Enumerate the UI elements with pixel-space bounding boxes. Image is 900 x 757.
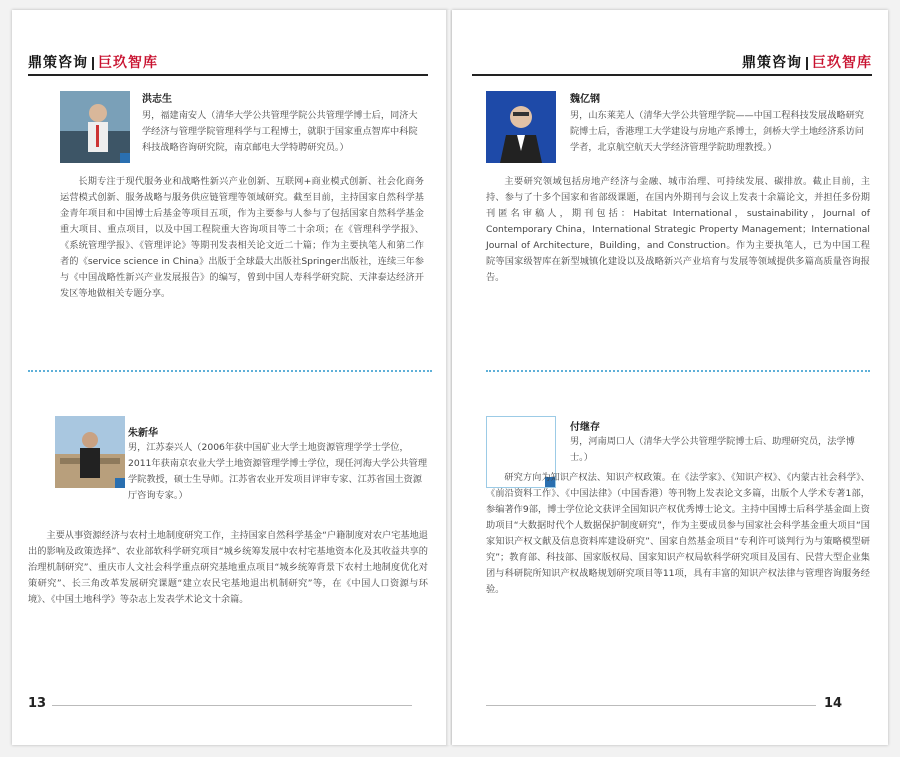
page-number: 13 — [28, 696, 47, 711]
logo — [28, 52, 158, 72]
logo — [742, 52, 872, 72]
profile-bio: 男，河南周口人（清华大学公共管理学院博士后、助理研究员，法学博士。） — [570, 436, 855, 463]
logo-right-text: 巨玖智库 — [98, 55, 158, 71]
profile-body: 主要研究领域包括房地产经济与金融、城市治理、可持续发展、碳排放。截止目前，主持、参与了十多个国家和省部级课题，在国内外期刊与会议上发表十余篇论文，并担任多份期刊匿名审稿人，期刊包括：Habitat International，sustainability，Journal of Contemporary China，International Strategic Property Management；International Journal of Architecture，Building，and Construction。作为主要执笔人，已为中国工程院等国家级智库在新型城镇化建设以及战略新兴产业培育与发展等领域提供多篇高质量咨询报告。 — [486, 176, 870, 283]
photo-badge-icon — [120, 153, 130, 163]
section-divider — [486, 370, 870, 372]
right-page — [452, 10, 888, 745]
profile-name: 朱新华 — [128, 428, 158, 439]
page-number: 14 — [824, 696, 843, 711]
profile-name: 魏亿钢 — [570, 94, 600, 105]
profile-photo — [486, 91, 556, 163]
profile-bio: 男，山东莱芜人（清华大学公共管理学院——中国工程科技发展战略研究院博士后，香港理工大学建设与房地产系博士，剑桥大学土地经济系访问学者，北京航空航天大学经济管理学院助理教授。） — [570, 110, 864, 153]
profile-name: 付继存 — [570, 422, 600, 433]
profile-body: 研究方向为知识产权法、知识产权政策。在《法学家》、《知识产权》、《内蒙古社会科学》、《前沿资料工作》、《中国法律》（中国香港）等刊物上发表论文多篇，出版个人学术专著1部，参编著作9部，博士学位论文获评全国知识产权优秀博士论文。主持中国博士后科学基金面上资助项目“大数据时代个人数据保护制度研究”，作为主要成员参与国家社会科学基金重大项目“国家知识产权文献及信息资料库建设研究”、国家自然基金项目“专利许可谈判行为与策略模型研究”；教育部、科技部、国家版权局、国家知识产权局软科学研究项目及国有、民营大型企业集团与科研院所知识产权战略规划研究项目等11项，具有丰富的知识产权法律与管理咨询服务经验。 — [486, 472, 870, 595]
photo-badge-icon — [115, 478, 125, 488]
profile-body: 长期专注于现代服务业和战略性新兴产业创新、互联网+商业模式创新、社会化商务运营模式创新、服务战略与服务供应链管理等领域研究。截至目前，主持国家自然科学基金青年项目和中国博士后基金等项目五项，作为主要参与人参与了包括国家自然科学基金重大项目、重点项目，以及中国工程院重大咨询项目等二十余项；在《管理科学学报》、《系统管理学报》、《管理评论》等期刊发表相关论文近二十篇；作为主要执笔人和第二作者的《service science in China》出版于全球最大出版社Springer出版社，连续三年参与《中国战略性新兴产业发展报告》的编写，曾到中国人寿科学研究院、天津泰达经济开发区等地做相关专题分享。 — [60, 176, 424, 299]
profile-name: 洪志生 — [142, 94, 172, 105]
left-page — [12, 10, 448, 745]
profile-photo — [55, 416, 125, 488]
header — [28, 54, 428, 76]
profile-body: 主要从事资源经济与农村土地制度研究工作，主持国家自然科学基金“户籍制度对农户宅基地退出的影响及政策选择”、农业部软科学研究项目“城乡统筹发展中农村宅基地资本化及其收益共享的治理机制研究”、重庆市人文社会科学重点研究基地重点项目“城乡统筹背景下农村土地制度优化对策研究”、长三角改革发展研究课题“建立农民宅基地退出机制研究”等，在《中国人口资源与环境》、《中国土地科学》等杂志上发表学术论文十余篇。 — [28, 530, 428, 605]
logo-right-text: 巨玖智库 — [812, 55, 872, 71]
profile-bio: 男，福建南安人（清华大学公共管理学院公共管理学博士后，同济大学经济与管理学院管理科学与工程博士，就职于国家重点智库中科院科技战略咨询研究院，南京邮电大学特聘研究员。） — [142, 110, 418, 153]
profile-photo — [60, 91, 130, 163]
logo-left-text: 鼎策咨询 — [742, 55, 802, 71]
header — [472, 54, 872, 76]
profile-bio: 男，江苏泰兴人（2006年获中国矿业大学土地资源管理学学士学位，2011年获南京农业大学土地资源管理学博士学位，现任河海大学公共管理学院教授，硕士生导师。江苏省农业开发项目评审专家、江苏省国土资源厅咨询专家。） — [128, 442, 428, 501]
section-divider — [28, 370, 432, 372]
logo-left-text: 鼎策咨询 — [28, 55, 88, 71]
